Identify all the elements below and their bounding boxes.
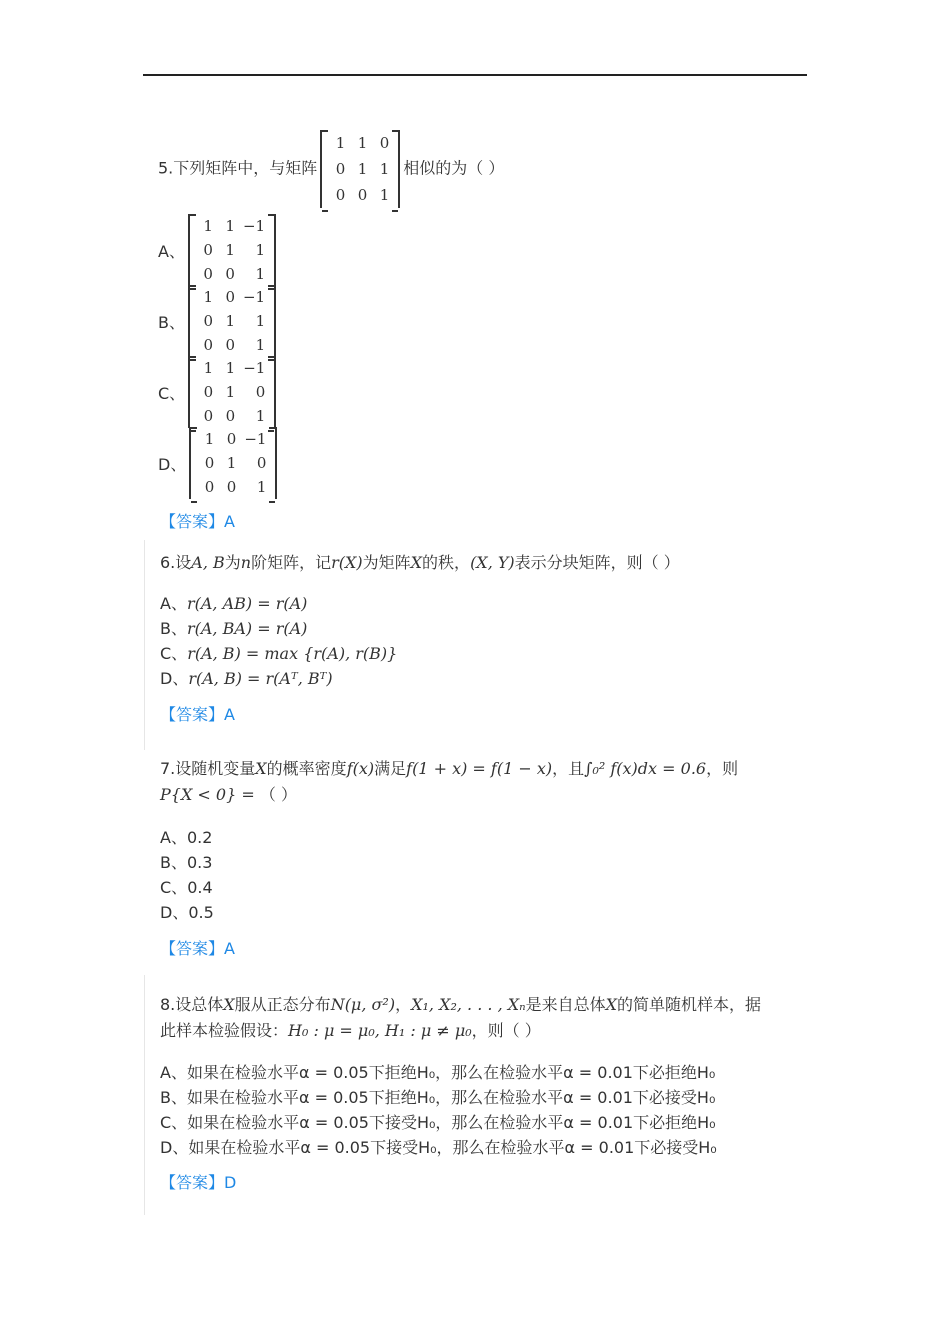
- q8-option-c: [160, 1110, 716, 1135]
- q7-option-d: [160, 900, 214, 925]
- matrix-cell: 0: [225, 407, 236, 425]
- option-math: r(A, AB) = r(A): [186, 594, 308, 613]
- q6-option-d: [160, 666, 333, 691]
- option-label: B、: [160, 1088, 187, 1107]
- stem-text: 服从正态分布: [234, 995, 331, 1014]
- q6-option-b: [160, 616, 307, 641]
- matrix-cell: 0: [204, 454, 215, 472]
- option-matrix: [189, 427, 277, 499]
- option-text: 如果在检验水平α = 0.05下拒绝H₀，那么在检验水平α = 0.01下必接受H₀: [186, 1088, 716, 1107]
- matrix-cell: 1: [225, 241, 235, 259]
- question-6: [160, 550, 680, 576]
- matrix-cell: −1: [242, 288, 266, 306]
- option-label: C、: [160, 1113, 188, 1132]
- matrix-cell: 0: [226, 478, 237, 496]
- q6-option-c: [160, 641, 397, 666]
- option-label: D、: [160, 669, 189, 688]
- left-border: [144, 540, 145, 750]
- matrix-cell: 0: [225, 288, 235, 306]
- matrix-cell: 0: [225, 265, 235, 283]
- stem-text: 表示分块矩阵，则（ ）: [514, 553, 680, 572]
- q5-option-d: [158, 427, 280, 499]
- stem-text: 为矩阵: [362, 553, 411, 572]
- option-label: A、: [160, 1063, 187, 1082]
- stem-text: ，: [395, 995, 412, 1014]
- q5-matrix: [320, 130, 400, 208]
- matrix-cell: −1: [244, 430, 267, 448]
- stem-math: X: [410, 553, 423, 572]
- matrix-cell: −1: [243, 359, 266, 377]
- stem-text: 为: [224, 553, 241, 572]
- matrix-cell: 1: [255, 241, 266, 259]
- stem-text: ，则（ ）: [471, 1021, 541, 1040]
- option-label: C、: [160, 644, 188, 663]
- matrix-cell: 0: [204, 478, 215, 496]
- q8-answer: 【答案】D: [160, 1173, 237, 1192]
- matrix-cell: 1: [357, 134, 368, 152]
- matrix-cell: 0: [255, 383, 266, 401]
- option-label: C、: [158, 383, 186, 403]
- stem-text: ，则: [706, 759, 739, 778]
- stem-text: 的秩，: [422, 553, 471, 572]
- q7-answer: 【答案】A: [160, 939, 235, 958]
- stem-math: f(1 + x) = f(1 − x): [406, 759, 553, 778]
- q6-option-a: [160, 591, 307, 616]
- matrix-cell: 0: [203, 407, 214, 425]
- stem-text: 阶矩阵，记: [251, 553, 332, 572]
- matrix-cell: 1: [357, 160, 368, 178]
- stem-text: 6.设: [160, 553, 192, 572]
- matrix-cell: −1: [242, 217, 266, 235]
- stem-math: P{X < 0} =: [160, 785, 260, 804]
- option-label: D、: [158, 454, 187, 474]
- q5-option-c: [158, 356, 279, 428]
- stem-math: H₀ : μ = μ₀, H₁ : μ ≠ μ₀: [288, 1021, 472, 1040]
- q8-option-a: [160, 1060, 715, 1085]
- question-5: [158, 130, 504, 208]
- matrix-cell: 0: [256, 454, 267, 472]
- matrix-cell: 1: [225, 312, 235, 330]
- stem-math: N(μ, σ²): [330, 995, 396, 1014]
- stem-text: 的简单随机样本，据: [617, 995, 762, 1014]
- option-math: r(A, B) = max {r(A), r(B)}: [187, 644, 398, 663]
- option-matrix: [188, 214, 276, 286]
- stem-math: X: [255, 759, 267, 778]
- q5-option-b: [158, 285, 279, 357]
- q5-stem-post: 相似的为（ ）: [403, 158, 505, 178]
- stem-text: ，且: [552, 759, 585, 778]
- matrix-cell: 1: [204, 430, 215, 448]
- option-text: 0.2: [186, 828, 213, 847]
- stem-text: 8.设总体: [160, 995, 224, 1014]
- option-label: A、: [160, 594, 187, 613]
- option-label: A、: [160, 828, 187, 847]
- matrix-cell: 1: [225, 359, 236, 377]
- stem-text: 的概率密度: [266, 759, 347, 778]
- stem-math: X₁, X₂, . . . , Xₙ: [411, 995, 526, 1014]
- matrix-cell: 0: [203, 312, 213, 330]
- option-label: D、: [160, 903, 189, 922]
- q7-option-a: [160, 825, 212, 850]
- matrix-cell: 0: [335, 160, 346, 178]
- left-border: [144, 975, 145, 1215]
- stem-math: f(x): [346, 759, 375, 778]
- question-7: [160, 756, 738, 808]
- matrix-cell: 1: [255, 407, 266, 425]
- option-label: B、: [158, 312, 185, 332]
- q8-option-b: [160, 1085, 715, 1110]
- option-label: D、: [160, 1138, 189, 1157]
- matrix-cell: 1: [225, 217, 235, 235]
- matrix-cell: 1: [379, 186, 390, 204]
- header-rule: [143, 74, 807, 76]
- q5-option-a: [158, 214, 279, 286]
- option-math: r(A, BA) = r(A): [186, 619, 308, 638]
- stem-text: 是来自总体: [525, 995, 606, 1014]
- stem-text: 此样本检验假设：: [160, 1021, 289, 1040]
- matrix-cell: 1: [379, 160, 390, 178]
- option-label: B、: [160, 853, 187, 872]
- matrix-cell: 0: [226, 430, 237, 448]
- q6-answer: 【答案】A: [160, 705, 235, 724]
- stem-math: X: [605, 995, 618, 1014]
- stem-math: (X, Y): [470, 553, 515, 572]
- question-8: [160, 992, 761, 1044]
- matrix-cell: 1: [226, 454, 237, 472]
- matrix-cell: 1: [256, 478, 267, 496]
- matrix-cell: 1: [335, 134, 346, 152]
- matrix-cell: 0: [379, 134, 390, 152]
- stem-text: （ ）: [259, 785, 297, 804]
- stem-text: 满足: [374, 759, 407, 778]
- option-text: 0.3: [186, 853, 213, 872]
- q8-option-d: [160, 1135, 717, 1160]
- stem-math: X: [223, 995, 235, 1014]
- matrix-cell: 0: [203, 265, 213, 283]
- option-text: 如果在检验水平α = 0.05下接受H₀，那么在检验水平α = 0.01下必接受H₀: [188, 1138, 717, 1157]
- matrix-cell: 0: [335, 186, 346, 204]
- q7-option-c: [160, 875, 213, 900]
- stem-text: 7.设随机变量: [160, 759, 256, 778]
- option-text: 如果在检验水平α = 0.05下接受H₀，那么在检验水平α = 0.01下必拒绝H₀: [187, 1113, 716, 1132]
- option-label: B、: [160, 619, 187, 638]
- option-text: 0.4: [187, 878, 213, 897]
- matrix-cell: 1: [225, 383, 236, 401]
- option-math: r(A, B) = r(Aᵀ, Bᵀ): [188, 669, 333, 688]
- option-matrix: [188, 356, 276, 428]
- stem-math: n: [240, 553, 252, 572]
- matrix-cell: 0: [357, 186, 368, 204]
- stem-math: A, B: [191, 553, 225, 572]
- matrix-cell: 1: [203, 359, 214, 377]
- option-text: 如果在检验水平α = 0.05下拒绝H₀，那么在检验水平α = 0.01下必拒绝H₀: [186, 1063, 716, 1082]
- matrix-cell: 1: [203, 288, 213, 306]
- stem-math: ∫₀² f(x)dx = 0.6: [584, 759, 707, 778]
- matrix-cell: 0: [203, 383, 214, 401]
- option-matrix: [188, 285, 276, 357]
- matrix-cell: 1: [255, 336, 266, 354]
- matrix-cell: 1: [255, 265, 266, 283]
- q5-answer: 【答案】A: [160, 512, 235, 531]
- matrix-cell: 0: [203, 241, 213, 259]
- q7-option-b: [160, 850, 212, 875]
- matrix-cell: 1: [203, 217, 213, 235]
- option-text: 0.5: [188, 903, 214, 922]
- matrix-cell: 0: [203, 336, 213, 354]
- option-label: C、: [160, 878, 188, 897]
- option-label: A、: [158, 241, 185, 261]
- matrix-cell: 1: [255, 312, 266, 330]
- stem-math: r(X): [331, 553, 363, 572]
- q5-stem-pre: 5.下列矩阵中，与矩阵: [158, 158, 318, 178]
- matrix-cell: 0: [225, 336, 235, 354]
